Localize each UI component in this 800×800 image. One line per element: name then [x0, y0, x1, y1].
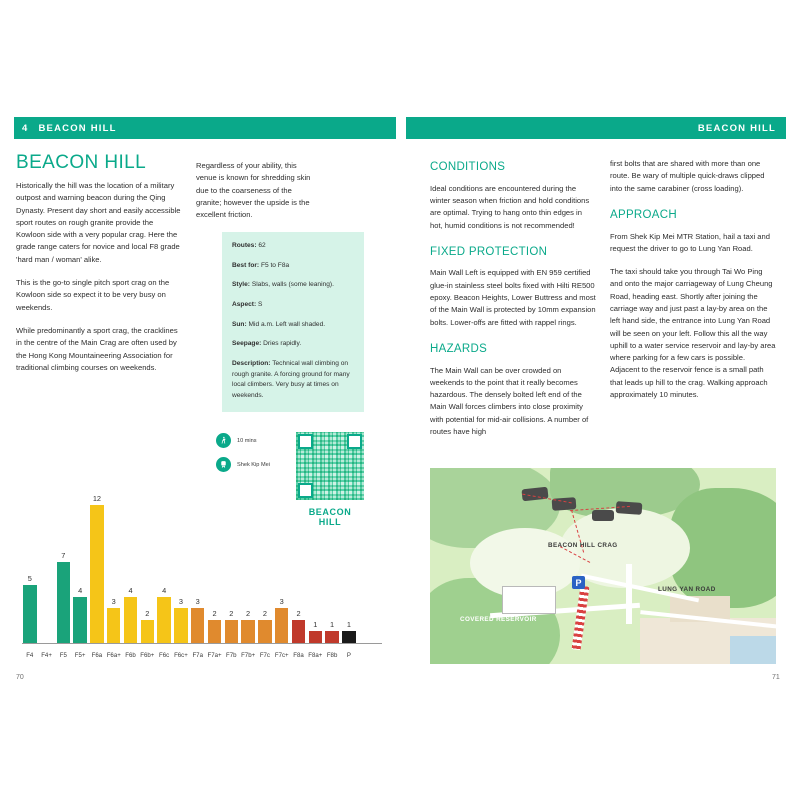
info-value: S: [258, 301, 263, 309]
conditions-body: Ideal conditions are encountered during the winter season when friction and hold conditions are optimal. Trying to hang onto thin edges in hot, humid conditions is not recommended!: [430, 183, 590, 230]
qr-finder-icon: [347, 434, 362, 449]
chart-bar-value: 2: [262, 609, 267, 618]
chart-bar-value: 3: [279, 597, 284, 606]
chart-tick-label: P: [346, 652, 351, 659]
chart-tick-label: F7b+: [241, 652, 256, 659]
right-column-1: [430, 158, 596, 449]
chart-bar-value: 4: [78, 586, 83, 595]
info-row: [232, 280, 354, 291]
chart-bar: [141, 620, 155, 643]
chart-tick-label: F6b: [125, 652, 136, 659]
hazards-body-2: first bolts that are shared with more than one route. Be wary of multiple quick-draws clipped into the same carabiner (cross loading).: [610, 159, 765, 193]
approach-body-2: The taxi should take you through Tai Wo Ping and onto the major carriageway of Lung Cheung Road, heading east. Shortly after joining the carriage way and just past a lay-by area on the left hand side, the entrance into Lung Yan Road will be seen on your left. Follow this all the way uphill to a water service reservoir and lay-by area where parking for a few cars is possible. Adjacent to the reservoir fence is a small path that leads up hill to the crag. Walking approach approximately 10 minutes.: [610, 267, 776, 400]
hazards-heading: HAZARDS: [430, 342, 488, 355]
hazards-body-1: The Main Wall can be over crowded on weekends to the point that it really becomes hazardous. The densely bolted left end of the Main Wall forces climbers into close proximity with potential for mid-air collisions. A number of routes have high: [430, 365, 589, 437]
intro-paragraph-1: Historically the hill was the location of a military outpost and warning beacon during the Qing Dynasty. Present day short and easily accessible sport routes on rough granite provide the Kowloon side with a very popular crag. Here the grade range caters for novice and local F8 grade 'hard man / woman' alike.: [16, 181, 181, 264]
intro-column-right: [196, 160, 316, 232]
intro-paragraph-3: While predominantly a sport crag, the cracklines in the centre of the Main Crag are often used by the Hong Kong Mountaineering Association for traditional climbing courses on weekends.: [16, 325, 178, 372]
chart-tick-label: F8a+: [308, 652, 323, 659]
chart-tick-label: F7b: [226, 652, 237, 659]
chart-tick-label: F7a+: [207, 652, 222, 659]
chart-tick-label: F8a: [293, 652, 304, 659]
info-value: F5 to F8a: [260, 261, 290, 269]
chart-bar-group: [291, 609, 307, 643]
chart-bar-group: [224, 609, 240, 643]
chart-bars: [22, 467, 358, 643]
crag-info-box: [222, 232, 364, 412]
chart-tick-label: F4+: [41, 652, 52, 659]
chart-bar-value: 5: [27, 574, 32, 583]
chart-bar-value: 3: [195, 597, 200, 606]
chart-bar-group: [123, 586, 139, 643]
chart-tick-label: F6c: [159, 652, 170, 659]
left-header-title: BEACON HILL: [38, 122, 117, 134]
chart-bar-group: [190, 597, 206, 643]
chart-bar-group: [140, 609, 156, 643]
intro-column-left: [16, 180, 182, 385]
chart-bar-value: 1: [346, 620, 351, 629]
chart-bar: [90, 505, 104, 643]
map-water: [730, 636, 776, 664]
info-value: Dries rapidly.: [263, 340, 302, 348]
info-value: Slabs, walls (some leaning).: [251, 281, 334, 289]
chart-bar: [225, 620, 239, 643]
map-reservoir: [502, 586, 556, 614]
chart-bar-group: [22, 574, 38, 643]
chart-bar: [157, 597, 171, 643]
intro-paragraph-2: This is the go-to single pitch sport crag on the Kowloon side so expect it to be very busy on weekends.: [16, 278, 170, 312]
chart-tick-label: F7c: [259, 652, 270, 659]
map-label-crag: BEACON HILL CRAG: [548, 542, 618, 549]
chart-bar: [174, 608, 188, 643]
chart-bar-group: [89, 494, 105, 643]
chart-tick-label: F7a: [192, 652, 203, 659]
page-title: BEACON HILL: [16, 152, 147, 173]
chart-bar-value: 2: [246, 609, 251, 618]
chart-bar: [124, 597, 138, 643]
chart-bar-value: 2: [296, 609, 301, 618]
left-running-head: [14, 117, 396, 139]
chart-bar: [309, 631, 323, 643]
map-road: [626, 564, 632, 624]
chart-bar: [258, 620, 272, 643]
chart-bar-group: [156, 586, 172, 643]
chart-bar-group: [240, 609, 256, 643]
right-column-2: [610, 158, 776, 412]
access-walking-label: 10 mins: [237, 437, 257, 444]
approach-body-1: From Shek Kip Mei MTR Station, hail a taxi and request the driver to go to Lung Yan Road.: [610, 231, 770, 253]
map-parking-marker: P: [572, 576, 585, 589]
chart-bar-value: 12: [92, 494, 102, 503]
fixed-protection-heading: FIXED PROTECTION: [430, 245, 548, 258]
map-crag-block: [616, 501, 643, 515]
chart-tick-label: F4: [26, 652, 34, 659]
folio-right: 71: [772, 674, 780, 681]
qr-finder-icon: [298, 434, 313, 449]
info-label: Routes:: [232, 242, 257, 249]
intro-paragraph-4: Regardless of your ability, this venue is known for shredding skin due to the coarseness of the granite; however the upside is the excellent friction.: [196, 161, 311, 220]
access-transit-label: Shek Kip Mei: [237, 461, 270, 468]
info-label: Seepage:: [232, 340, 262, 348]
access-walking: [216, 433, 286, 448]
chart-bar-value: 2: [145, 609, 150, 618]
info-row: [232, 320, 354, 331]
chart-bar: [57, 562, 71, 643]
info-row: [232, 359, 354, 402]
map-label-reservoir: COVERED RESERVOIR: [460, 616, 537, 623]
chart-tick-label: F5: [59, 652, 67, 659]
chart-bar: [23, 585, 37, 643]
chart-tick-label: F7c+: [274, 652, 289, 659]
folio-left: 70: [16, 674, 24, 681]
chart-tick-labels: [22, 652, 358, 659]
chart-bar-value: 7: [61, 551, 66, 560]
chart-bar: [191, 608, 205, 643]
left-page-number: 4: [22, 122, 29, 134]
info-value: Technical wall climbing on rough granite. A forcing ground for many local climbers. Very busy at times on weekends.: [232, 360, 350, 400]
chart-tick-label: F5+: [74, 652, 86, 659]
chart-bar-group: [72, 586, 88, 643]
chart-bar-group: [308, 620, 324, 643]
grade-distribution-chart: [16, 452, 382, 667]
chart-bar-value: 3: [111, 597, 116, 606]
info-value: Mid a.m. Left wall shaded.: [248, 320, 326, 328]
chart-bar: [208, 620, 222, 643]
chart-bar-group: [56, 551, 72, 643]
chart-bar-value: 2: [212, 609, 217, 618]
chart-bar-value: 1: [313, 620, 318, 629]
chart-bar-group: [207, 609, 223, 643]
chart-bar-value: 2: [229, 609, 234, 618]
right-header-title: BEACON HILL: [697, 122, 776, 134]
chart-bar-value: 4: [162, 586, 167, 595]
right-running-head: [406, 117, 786, 139]
chart-bar-value: 3: [178, 597, 183, 606]
info-label: Aspect:: [232, 301, 257, 309]
info-row: [232, 261, 354, 272]
info-label: Sun:: [232, 320, 247, 328]
chart-bar-group: [106, 597, 122, 643]
chart-bar: [275, 608, 289, 643]
map-label-road: LUNG YAN ROAD: [658, 586, 716, 593]
chart-bar-group: [274, 597, 290, 643]
info-label: Description:: [232, 360, 271, 368]
chart-bar: [325, 631, 339, 643]
info-row: [232, 241, 354, 252]
chart-bar-value: 4: [128, 586, 133, 595]
chart-bar: [292, 620, 306, 643]
info-value: 62: [258, 242, 266, 249]
chart-bar-group: [324, 620, 340, 643]
approach-map: [430, 468, 776, 664]
qr-caption: BEACON HILL: [308, 507, 352, 527]
chart-bar-group: [341, 620, 357, 643]
info-row: [232, 339, 354, 350]
info-label: Style:: [232, 281, 250, 289]
chart-tick-label: F6b+: [140, 652, 155, 659]
map-crag-block: [592, 510, 614, 521]
chart-tick-label: F8b: [326, 652, 338, 659]
info-row: [232, 300, 354, 311]
chart-bar-group: [173, 597, 189, 643]
walking-icon: [216, 433, 231, 448]
chart-bar: [73, 597, 87, 643]
chart-bar: [107, 608, 121, 643]
fixed-protection-body: Main Wall Left is equipped with EN 959 certified glue-in stainless steel bolts fixed with Hilti RE500 epoxy. Beacon Heights, Lower Buttress and most of the Main Wall is protected by 10mm expansion bolts. Lower-offs are fitted with rappel rings.: [430, 268, 596, 327]
chart-tick-label: F6a: [91, 652, 103, 659]
approach-heading: APPROACH: [610, 208, 677, 221]
conditions-heading: CONDITIONS: [430, 161, 506, 173]
chart-bar-group: [257, 609, 273, 643]
chart-bar: [342, 631, 356, 643]
chart-axis: [22, 643, 382, 644]
info-label: Best for:: [232, 261, 260, 269]
chart-bar: [241, 620, 255, 643]
chart-tick-label: F6a+: [106, 652, 121, 659]
chart-bar-value: 1: [330, 620, 335, 629]
chart-tick-label: F6c+: [174, 652, 188, 659]
